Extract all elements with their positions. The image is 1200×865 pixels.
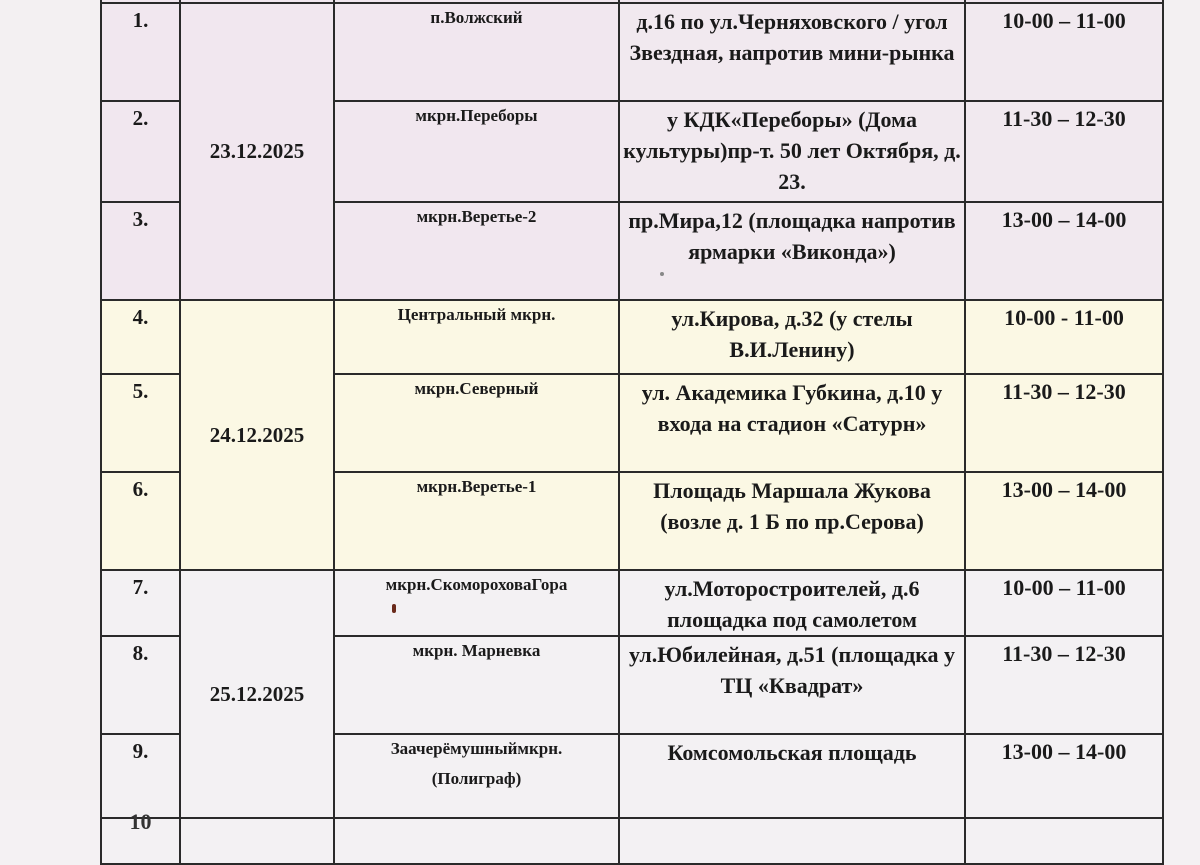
district-cell: мкрн.Веретье-1 — [334, 472, 619, 570]
date-cell: 23.12.2025 — [180, 3, 334, 300]
table-row — [101, 300, 1163, 374]
district-cell: мкрн.Северный — [334, 374, 619, 472]
row-number: 2. — [101, 101, 180, 202]
address-cell: пр.Мира,12 (площадка напротив ярмарки «Виконда») — [619, 202, 965, 300]
district-name: Заачерёмушныймкрн. — [390, 739, 563, 758]
date-cell: 25.12.2025 — [180, 570, 334, 818]
district-sub: (Полиграф) — [431, 769, 522, 788]
row-number: 6. — [101, 472, 180, 570]
row-number: 4. — [101, 300, 180, 374]
district-cell: Центральный мкрн. — [334, 300, 619, 374]
address-cell: ул.Кирова, д.32 (у стелы В.И.Ленину) — [619, 300, 965, 374]
scan-dot — [660, 272, 664, 276]
schedule-table — [100, 0, 1164, 865]
table-row — [101, 3, 1163, 101]
district-cell: мкрн.Веретье-2 — [334, 202, 619, 300]
district-cell: мкрн. Марневка — [334, 636, 619, 734]
row-number: 9. — [101, 734, 180, 818]
time-cell: 13-00 – 14-00 — [965, 734, 1163, 818]
row-number: 10 — [129, 809, 152, 834]
address-cell: д.16 по ул.Черняховского / угол Звездная, напротив мини-рынка — [619, 3, 965, 101]
address-cell: ул. Академика Губкина, д.10 у входа на стадион «Сатурн» — [619, 374, 965, 472]
row-number: 8. — [101, 636, 180, 734]
time-cell: 13-00 – 14-00 — [965, 202, 1163, 300]
time-cell: 13-00 – 14-00 — [965, 472, 1163, 570]
district-cell: мкрн.СкомороховаГора — [334, 570, 619, 636]
table-row-cut — [101, 818, 1163, 864]
time-cell: 10-00 – 11-00 — [965, 570, 1163, 636]
address-cell: Площадь Маршала Жукова (возле д. 1 Б по пр.Серова) — [619, 472, 965, 570]
address-cell: ул.Юбилейная, д.51 (площадка у ТЦ «Квадрат» — [619, 636, 965, 734]
table-row — [101, 570, 1163, 636]
district-cell — [334, 734, 619, 818]
time-cell: 10-00 - 11-00 — [965, 300, 1163, 374]
address-cell: Комсомольская площадь — [619, 734, 965, 818]
row-number: 5. — [101, 374, 180, 472]
time-cell: 10-00 – 11-00 — [965, 3, 1163, 101]
time-cell: 11-30 – 12-30 — [965, 101, 1163, 202]
date-cell: 24.12.2025 — [180, 300, 334, 570]
scan-speck — [392, 604, 396, 613]
time-cell: 11-30 – 12-30 — [965, 636, 1163, 734]
row-number: 1. — [101, 3, 180, 101]
address-cell: у КДК«Переборы» (Дома культуры)пр-т. 50 лет Октября, д. 23. — [619, 101, 965, 202]
district-cell: п.Волжский — [334, 3, 619, 101]
time-cell: 11-30 – 12-30 — [965, 374, 1163, 472]
address-cell: ул.Моторостроителей, д.6 площадка под самолетом — [619, 570, 965, 636]
row-number: 3. — [101, 202, 180, 300]
row-number: 7. — [101, 570, 180, 636]
district-cell: мкрн.Переборы — [334, 101, 619, 202]
